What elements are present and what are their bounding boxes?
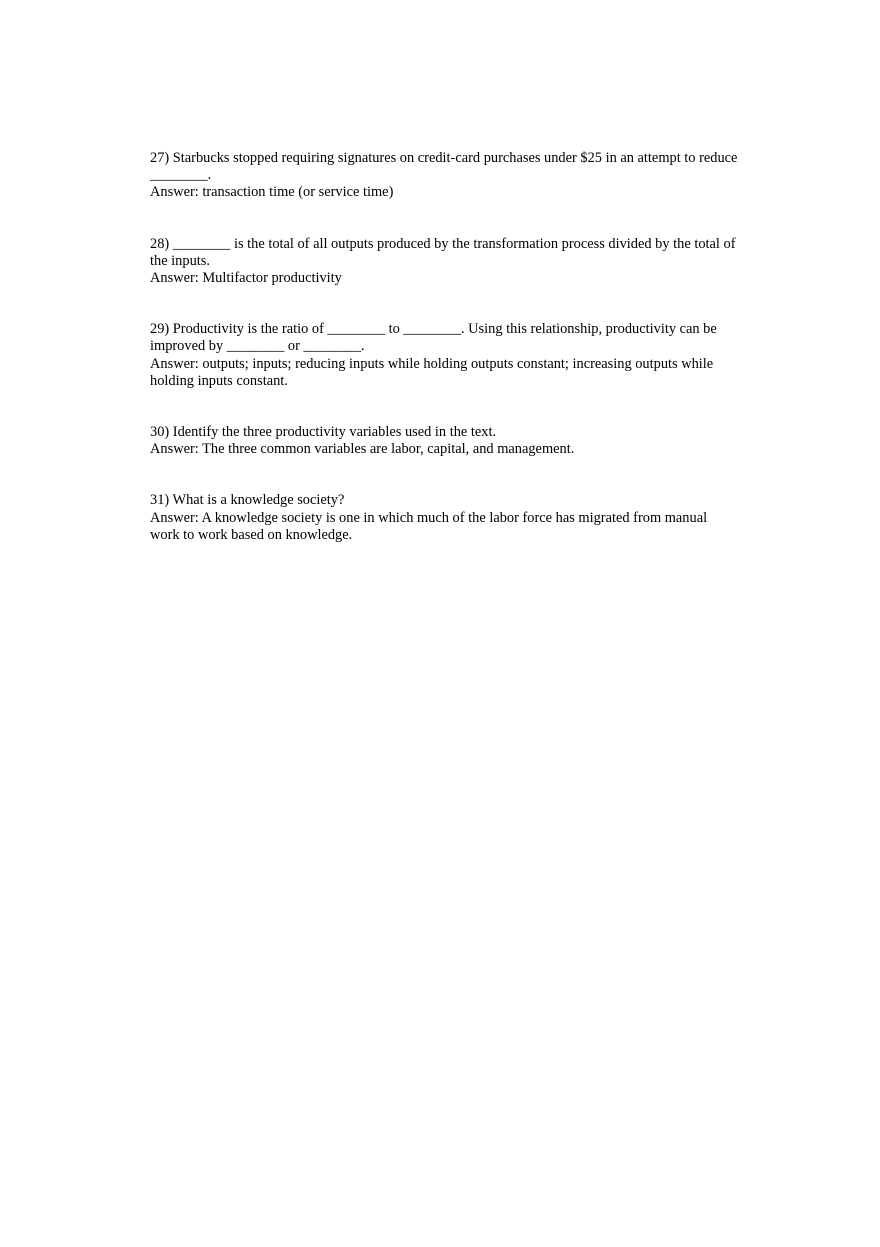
question-item-31 bbox=[150, 492, 740, 544]
answer-text: Answer: A knowledge society is one in which much of the labor force has migrated from manual work to work based on knowledge. bbox=[150, 509, 708, 543]
answer-text: Answer: outputs; inputs; reducing inputs while holding outputs constant; increasing outputs while holding inputs constant. bbox=[150, 355, 714, 389]
answer-text: Answer: transaction time (or service time) bbox=[150, 184, 394, 201]
question-item-27 bbox=[150, 150, 740, 202]
question-item-28 bbox=[150, 236, 740, 288]
answer-text: Answer: The three common variables are labor, capital, and management. bbox=[150, 441, 575, 458]
question-text: 31) What is a knowledge society? bbox=[150, 492, 345, 509]
question-text: 28) ________ is the total of all outputs produced by the transformation process divided by the total of the inputs. bbox=[150, 235, 736, 269]
question-item-30 bbox=[150, 424, 740, 458]
answer-text: Answer: Multifactor productivity bbox=[150, 270, 342, 287]
question-text: 29) Productivity is the ratio of ________ to ________. Using this relationship, productivity can be improved by ________ or ________. bbox=[150, 321, 717, 355]
question-list bbox=[150, 150, 740, 544]
question-text: 30) Identify the three productivity variables used in the text. bbox=[150, 424, 497, 441]
question-text: 27) Starbucks stopped requiring signatures on credit-card purchases under $25 in an attempt to reduce ________. bbox=[150, 150, 738, 184]
question-item-29 bbox=[150, 321, 740, 390]
